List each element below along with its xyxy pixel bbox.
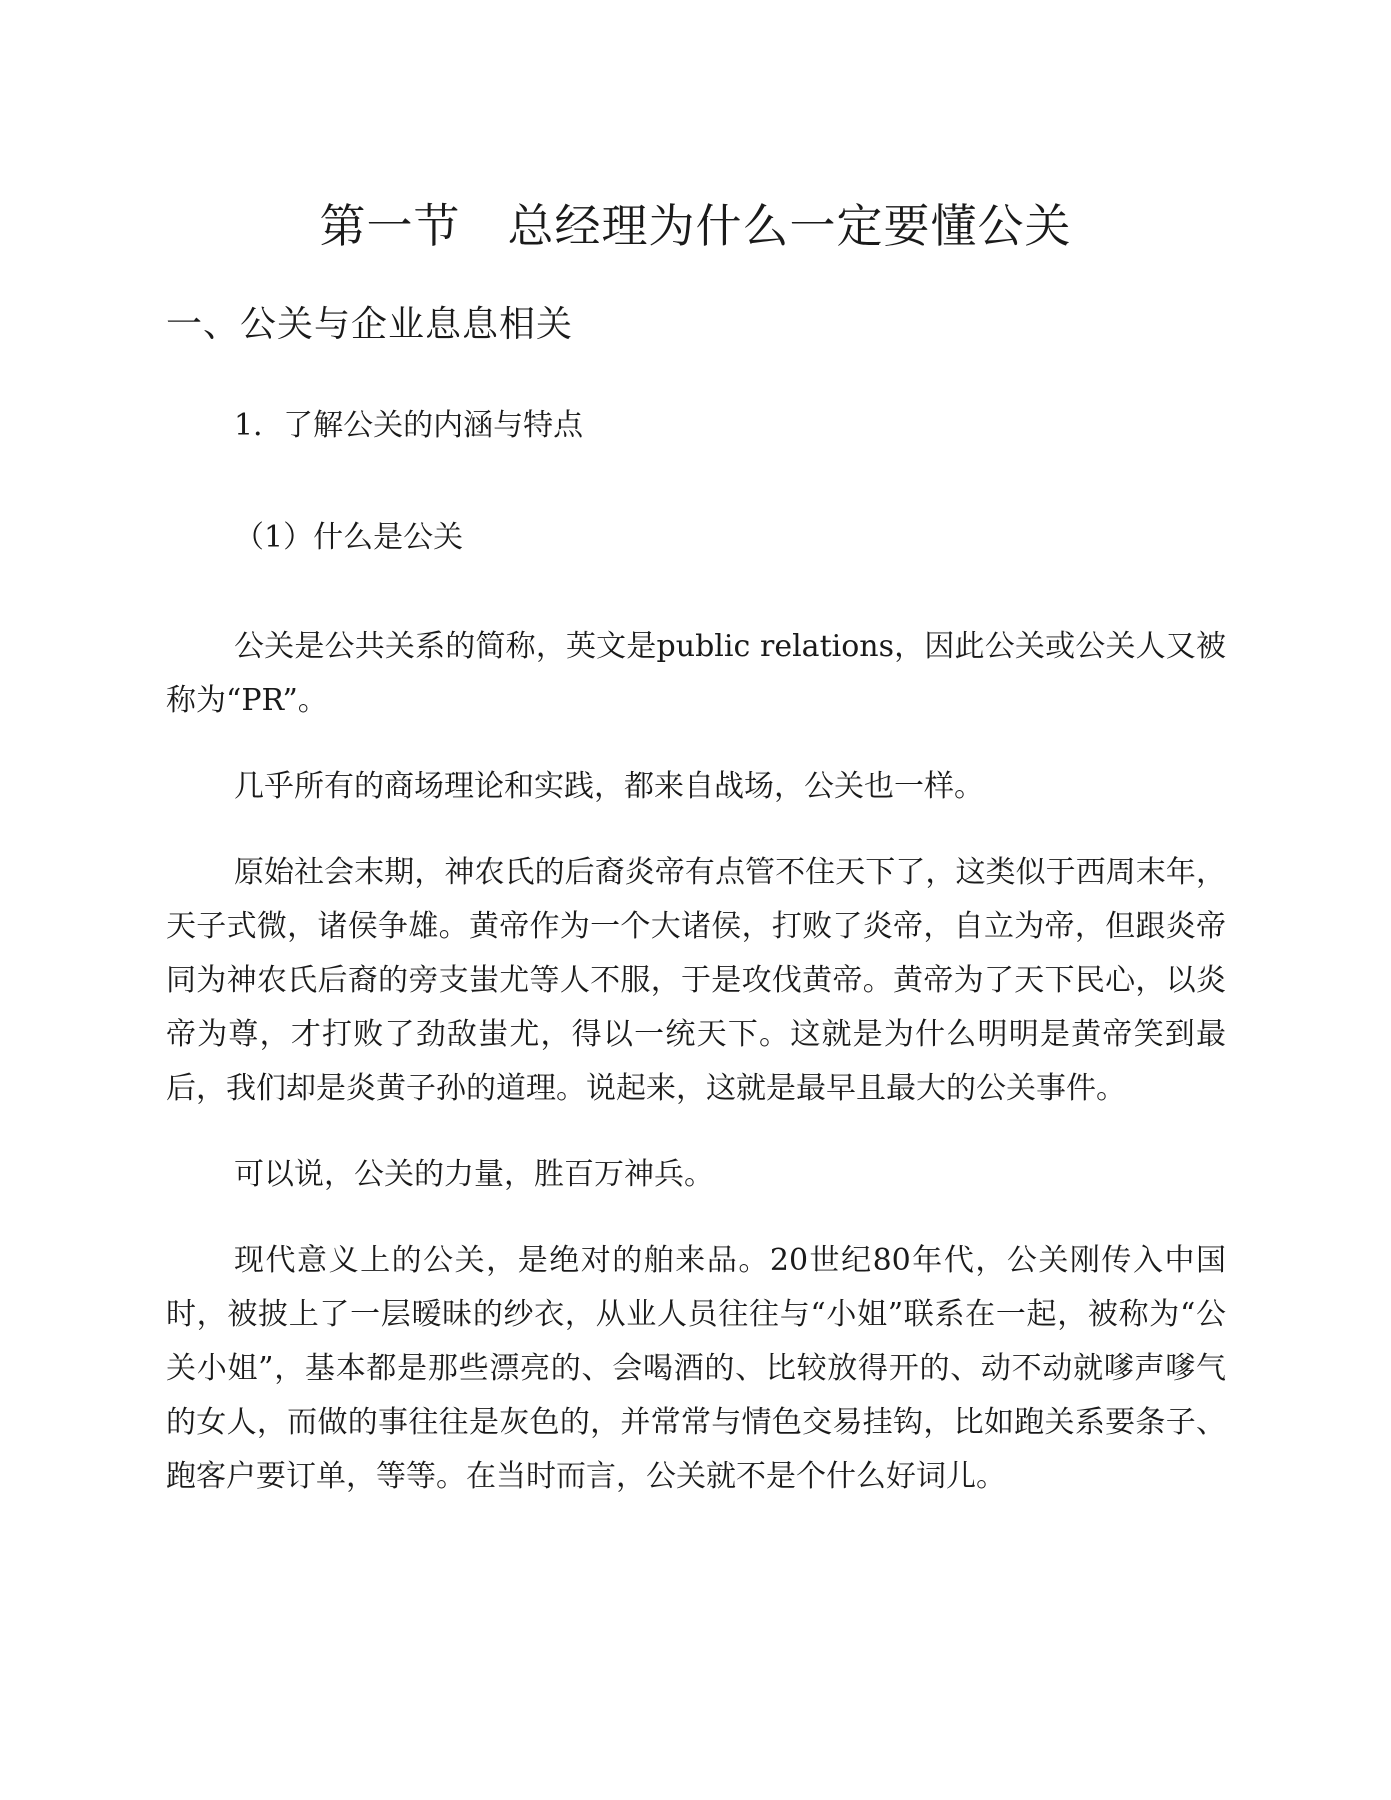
body-text xyxy=(166,620,1226,1536)
subheading-understand-pr: 1．了解公关的内涵与特点 xyxy=(234,408,584,443)
chapter-title: 第一节 总经理为什么一定要懂公关 xyxy=(319,199,1072,253)
paragraph-modern-pr: 现代意义上的公关，是绝对的舶来品。20世纪80年代，公关刚传入中国时，被披上了一层暧昧的纱衣，从业人员往往与“小姐”联系在一起，被称为“公关小姐”，基本都是那些漂亮的、会喝酒的、比较放得开的、动不动就嗲声嗲气的女人，而做的事往往是灰色的，并常常与情色交易挂钩，比如跑关系要条子、跑客户要订单，等等。在当时而言，公关就不是个什么好词儿。 xyxy=(166,1243,1226,1494)
section-heading: 一、公关与企业息息相关 xyxy=(166,304,574,345)
paragraph-power-of-pr: 可以说，公关的力量，胜百万神兵。 xyxy=(234,1157,714,1192)
paragraph-pr-definition: 公关是公共关系的简称，英文是public relations，因此公关或公关人又被称为“PR”。 xyxy=(166,629,1226,718)
subheading-what-is-pr: （1）什么是公关 xyxy=(234,520,464,555)
paragraph-yellow-emperor: 原始社会末期，神农氏的后裔炎帝有点管不住天下了，这类似于西周末年，天子式微，诸侯争雄。黄帝作为一个大诸侯，打败了炎帝，自立为帝，但跟炎帝同为神农氏后裔的旁支蚩尤等人不服，于是攻伐黄帝。黄帝为了天下民心，以炎帝为尊，才打败了劲敌蚩尤，得以一统天下。这就是为什么明明是黄帝笑到最后，我们却是炎黄子孙的道理。说起来，这就是最早且最大的公关事件。 xyxy=(166,855,1226,1106)
paragraph-battlefield: 几乎所有的商场理论和实践，都来自战场，公关也一样。 xyxy=(234,769,984,804)
